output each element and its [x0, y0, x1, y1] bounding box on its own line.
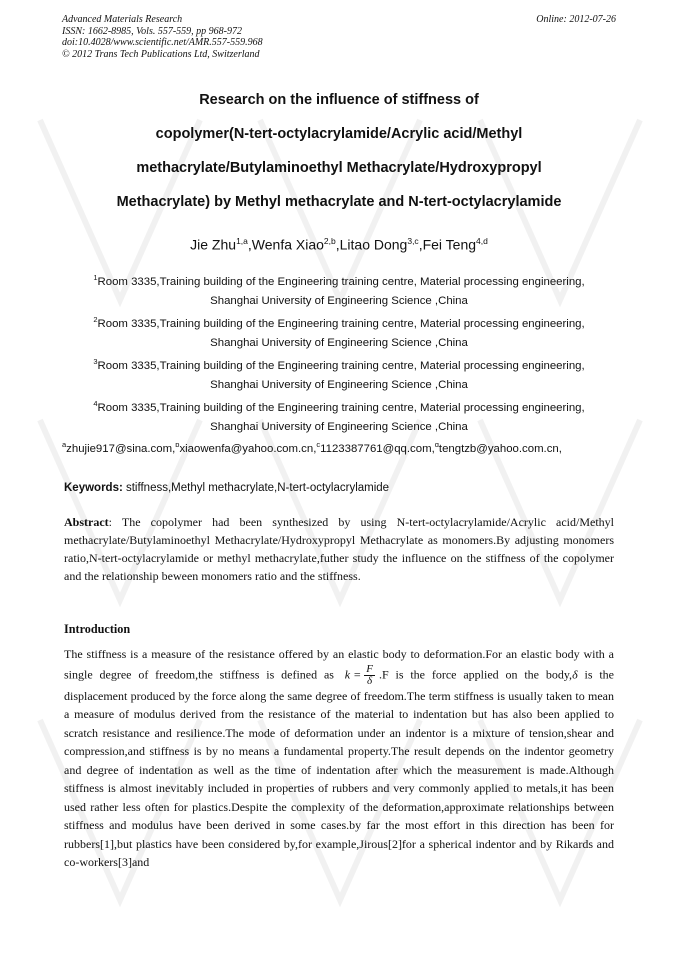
journal-header: [62, 14, 616, 60]
title-line: Methacrylate) by Methyl methacrylate and N-tert-octylacrylamide: [116, 194, 562, 210]
affiliation-num: 2: [93, 315, 98, 324]
keywords-text: stiffness,Methyl methacrylate,N-tert-octylacrylamide: [122, 482, 390, 494]
author-name: Jie Zhu: [190, 236, 237, 253]
author-sup: 1,a: [236, 236, 248, 246]
online-date: Online: 2012-07-26: [536, 14, 616, 25]
doi-line: doi:10.4028/www.scientific.net/AMR.557-559.968: [62, 37, 263, 48]
journal-name: Advanced Materials Research: [62, 14, 183, 25]
abstract-text: : The copolymer had been synthesized by using N-tert-octylacrylamide/Acrylic acid/Methyl methacrylate/Butylaminoethyl Methacrylate/Hydroxypropyl Methacrylate as monomers.By adjusting monomers ratio,N-tert-octylacrylamide or methyl methacrylate,futher study the influence on the stiffness of the copolymer and the relationship beween monomers ratio and the stiffness.: [64, 515, 614, 583]
affiliation-line: Room 3335,Training building of the Engineering training centre, Material processing engineering,: [97, 318, 585, 330]
stiffness-equation: [345, 664, 375, 687]
author-sep: ,: [335, 236, 340, 253]
email-sep: ,: [313, 443, 317, 455]
email-list: [62, 443, 618, 455]
introduction-paragraph: [64, 645, 614, 872]
author-sep: ,: [418, 236, 423, 253]
author-name: Wenfa Xiao: [251, 236, 324, 253]
affiliation-line: Shanghai University of Engineering Science ,China: [210, 421, 468, 433]
affiliation-1: [56, 273, 622, 311]
keywords-label: Keywords:: [64, 482, 123, 494]
author-name: Fei Teng: [422, 236, 477, 253]
intro-text: The stiffness is a measure of the resistance offered by an elastic body to deformation.For an elastic body with a single degree of freedom,the stiffness is defined as: [64, 647, 614, 681]
affiliation-4: [56, 399, 622, 437]
affiliation-3: [56, 357, 622, 395]
email-sep: ,: [431, 443, 435, 455]
equation-lhs: k =: [344, 666, 362, 681]
email-sup: b: [175, 443, 180, 449]
author-name: Litao Dong: [339, 236, 408, 253]
author-sep: ,: [247, 236, 252, 253]
email-link[interactable]: xiaowenfa@yahoo.com.cn: [179, 443, 314, 455]
email-sep: ,: [558, 443, 562, 455]
email-sup: c: [316, 443, 321, 449]
affiliation-line: Room 3335,Training building of the Engineering training centre, Material processing engineering,: [97, 276, 585, 288]
email-link[interactable]: zhujie917@sina.com: [66, 443, 173, 455]
delta-symbol: δ: [572, 666, 578, 681]
title-line: copolymer(N-tert-octylacrylamide/Acrylic acid/Methyl: [155, 126, 523, 142]
equation-numerator: F: [366, 662, 373, 675]
email-link[interactable]: 1123387761@qq.com: [320, 443, 432, 455]
author-list: [40, 236, 638, 253]
affiliation-num: 3: [93, 357, 98, 366]
abstract-label: Abstract: [64, 515, 109, 529]
copyright-line: © 2012 Trans Tech Publications Ltd, Switzerland: [62, 48, 260, 60]
affiliation-line: Room 3335,Training building of the Engineering training centre, Material processing engineering,: [97, 402, 585, 414]
affiliation-2: [56, 315, 622, 353]
abstract-paragraph: [64, 513, 614, 585]
author-sup: 2,b: [323, 236, 336, 246]
affiliation-line: Shanghai University of Engineering Science ,China: [210, 295, 468, 307]
email-link[interactable]: tengtzb@yahoo.com.cn: [438, 443, 559, 455]
issn-line: ISSN: 1662-8985, Vols. 557-559, pp 968-972: [62, 25, 242, 37]
affiliation-num: 4: [93, 399, 98, 408]
affiliation-line: Shanghai University of Engineering Science ,China: [210, 337, 468, 349]
email-sep: ,: [172, 443, 176, 455]
affiliation-num: 1: [93, 273, 98, 282]
author-sup: 4,d: [476, 236, 488, 246]
affiliation-line: Shanghai University of Engineering Science ,China: [210, 379, 468, 391]
equation-denominator: δ: [367, 674, 373, 687]
section-heading-introduction: Introduction: [64, 622, 131, 636]
author-sup: 3,c: [407, 236, 419, 246]
title-line: methacrylate/Butylaminoethyl Methacrylate/Hydroxypropyl: [136, 160, 542, 176]
affiliation-line: Room 3335,Training building of the Engineering training centre, Material processing engineering,: [97, 360, 585, 372]
intro-text: is the displacement produced by the force along the same degree of freedom.The term stiffness is usually taken to mean a measure of modulus derived from the resistance of the material to indentation but has also been applied to scratch resistance and resilience.The mode of deformation under an indentor is a mixture of tension,shear and compression,and stiffness is by no means a fundamental property.The result depends on the indentor geometry and degree of indentation as well as the time of indentation after which the measurement is made.Although stiffness is almost inevitably included in properties of rubbers and very commonly applied to metals,it has been used rather less often for plastics.Despite the complexity of the deformation,approximate relationships between stiffness and modulus have been derived in some cases.by far the most effort in this direction has been for rubbers[1],but plastics have been considered by,for example,Jirous[2]for a spherical indentor and by Rikards and co-workers[3]and: [64, 666, 614, 869]
intro-text: .F is the force applied on the body,: [378, 666, 573, 681]
keywords-line: [64, 482, 614, 494]
title-line: Research on the influence of stiffness of: [199, 92, 479, 108]
email-sup: d: [434, 443, 439, 449]
email-sup: a: [62, 443, 67, 449]
equation-fraction: [364, 664, 375, 687]
paper-title: [40, 92, 638, 228]
